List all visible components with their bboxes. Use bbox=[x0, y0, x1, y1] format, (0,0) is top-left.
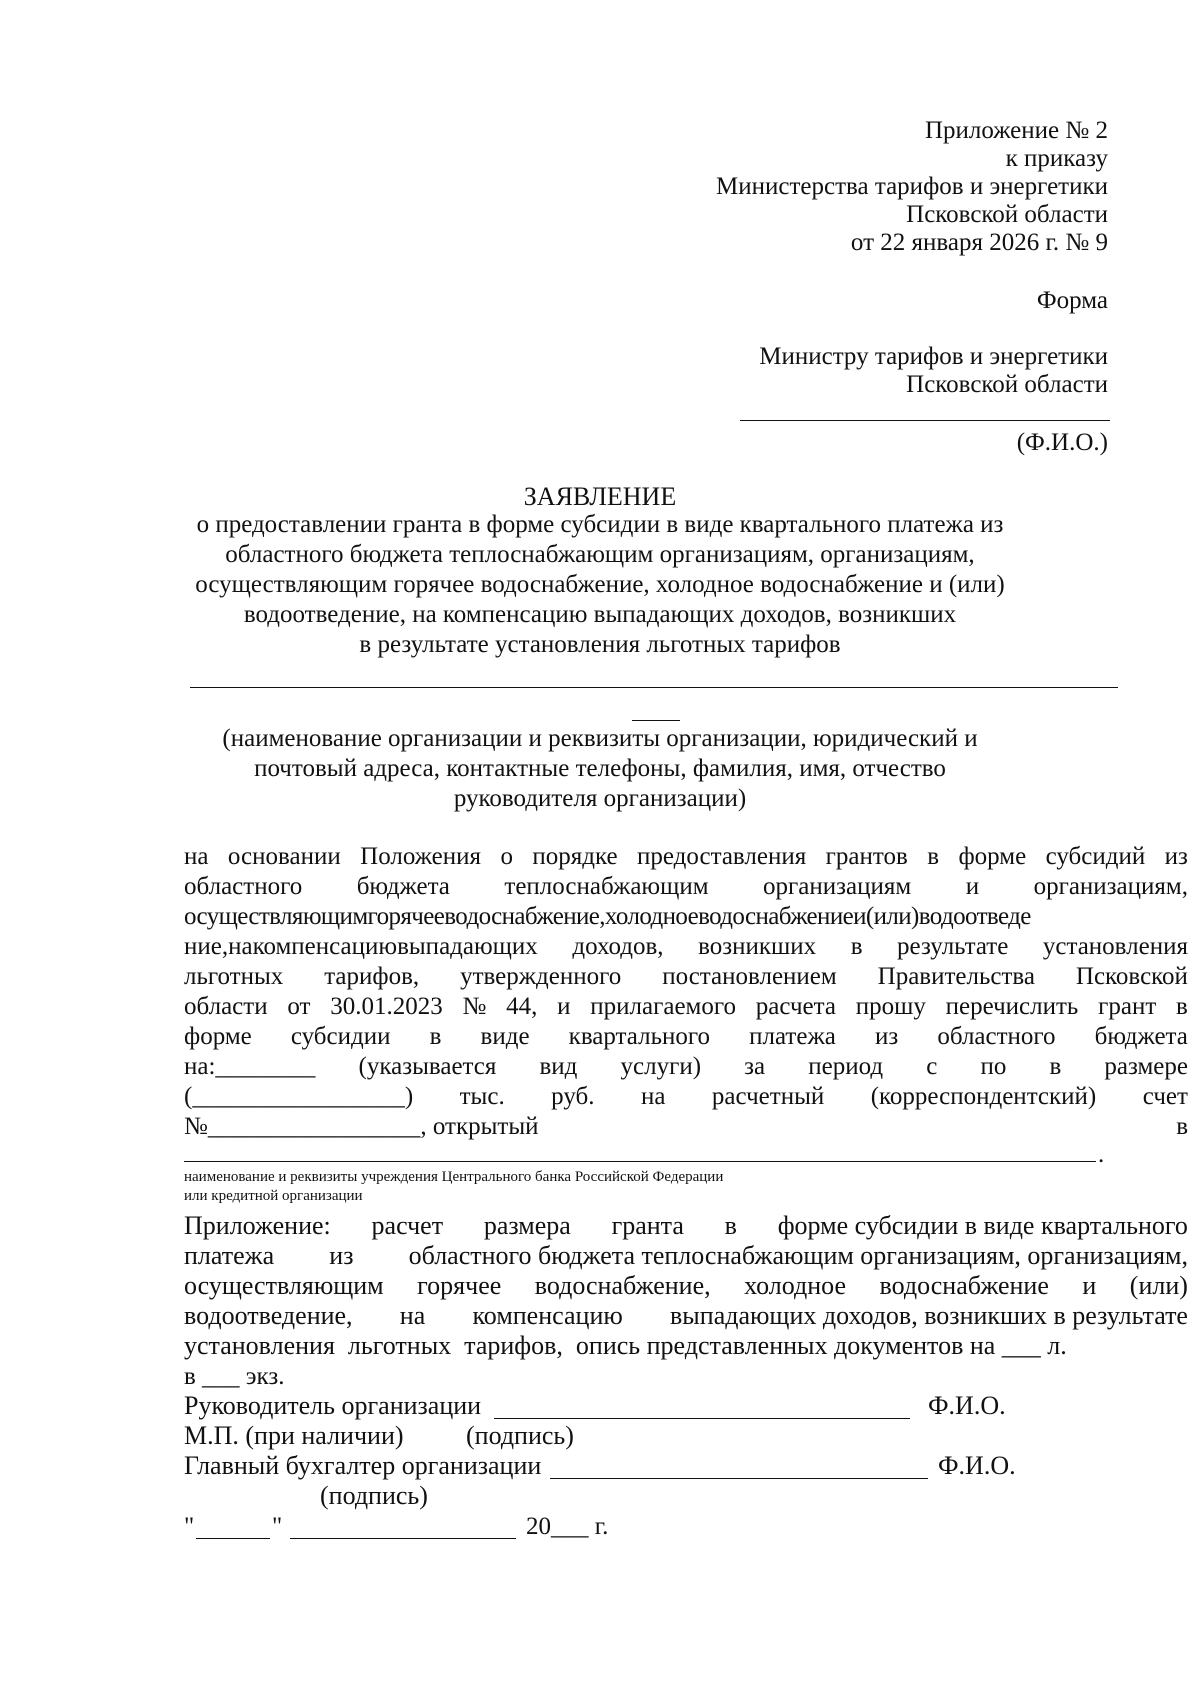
body-line: ние,накомпенсациювыпадающих доходов, возникших в результате установления bbox=[184, 933, 1188, 960]
caption-line: (наименование организации и реквизиты организации, юридический и bbox=[222, 725, 978, 752]
caption-line: или кредитной организации bbox=[184, 1188, 363, 1204]
signature-caption: (подпись) bbox=[320, 1481, 428, 1510]
title-line: областного бюджета теплоснабжающим организациям, организациям, bbox=[225, 541, 975, 568]
body-line: на основании Положения о порядке предоставления грантов в форме субсидий из bbox=[184, 843, 1188, 870]
date-day-line bbox=[196, 1538, 270, 1539]
body-line: областного бюджета теплоснабжающим организациям и организациям, bbox=[184, 873, 1188, 900]
head-label: Руководитель организации bbox=[184, 1391, 482, 1420]
date-quote-close: " bbox=[272, 1513, 283, 1540]
form-label: Форма bbox=[1036, 287, 1108, 314]
accountant-fio-label: Ф.И.О. bbox=[938, 1451, 1016, 1480]
head-fio-label: Ф.И.О. bbox=[928, 1391, 1006, 1420]
date-year: 20___ г. bbox=[526, 1513, 609, 1540]
date-month-line bbox=[290, 1538, 516, 1539]
body-line: №_________________, открытый в bbox=[184, 1113, 1188, 1140]
caption-line: руководителя организации) bbox=[453, 785, 747, 812]
body-line: форме субсидии в виде квартального платежа из областного бюджета bbox=[184, 1023, 1188, 1050]
header-line: к приказу bbox=[1005, 145, 1108, 172]
header-line: Псковской области bbox=[906, 201, 1108, 228]
body-line: на:________ (указывается вид услуги) за период с по в размере bbox=[184, 1053, 1188, 1080]
caption-line: наименование и реквизиты учреждения Центрального банка Российской Федерации bbox=[184, 1169, 724, 1185]
appendix-copies: в ___ экз. bbox=[184, 1363, 285, 1390]
bank-line-dot: . bbox=[1098, 1141, 1105, 1168]
organization-short-line bbox=[632, 720, 680, 721]
header-line: Приложение № 2 bbox=[924, 117, 1108, 144]
bank-name-line bbox=[184, 1161, 1096, 1162]
body-line: области от 30.01.2023 № 44, и прилагаемого расчета прошу перечислить грант в bbox=[184, 993, 1188, 1020]
appendix-line: осуществляющим горячее водоснабжение, холодное водоснабжение и (или) bbox=[184, 1271, 1188, 1300]
date-quote-open: " bbox=[184, 1513, 195, 1540]
addressee-line: Псковской области bbox=[906, 371, 1108, 398]
title-line: в результате установления льготных тарифов bbox=[359, 631, 841, 658]
head-signature-line bbox=[494, 1418, 910, 1419]
stamp-label: М.П. (при наличии) bbox=[184, 1421, 404, 1450]
addressee-fio-caption: (Ф.И.О.) bbox=[1016, 429, 1108, 456]
addressee-fio-line bbox=[740, 420, 1110, 421]
accountant-signature-line bbox=[550, 1478, 928, 1479]
appendix-line: Приложение: расчет размера гранта в форме субсидии в виде квартального bbox=[184, 1211, 1188, 1240]
appendix-line: установления льготных тарифов, опись представленных документов на ___ л. bbox=[184, 1331, 1067, 1360]
organization-name-line bbox=[190, 687, 1118, 688]
title-line: о предоставлении гранта в форме субсидии в виде квартального платежа из bbox=[196, 511, 1004, 538]
addressee-line: Министру тарифов и энергетики bbox=[759, 343, 1108, 370]
appendix-line: водоотведение, на компенсацию выпадающих доходов, возникших в результате bbox=[184, 1301, 1188, 1330]
title-line: водоотведение, на компенсацию выпадающих доходов, возникших bbox=[243, 601, 957, 628]
title-line: осуществляющим горячее водоснабжение, холодное водоснабжение и (или) bbox=[195, 571, 1005, 598]
header-line: Министерства тарифов и энергетики bbox=[716, 173, 1108, 200]
signature-caption: (подпись) bbox=[466, 1421, 574, 1450]
body-line: осуществляющимгорячееводоснабжение,холодноеводоснабжениеи(или)водоотведе bbox=[184, 903, 1031, 930]
header-line: от 22 января 2026 г. № 9 bbox=[850, 229, 1108, 256]
document-title: ЗАЯВЛЕНИЕ bbox=[523, 482, 677, 511]
accountant-label: Главный бухгалтер организации bbox=[184, 1451, 542, 1480]
body-line: льготных тарифов, утвержденного постановлением Правительства Псковской bbox=[184, 963, 1188, 990]
body-line: (_________________) тыс. руб. на расчетный (корреспондентский) счет bbox=[184, 1083, 1188, 1110]
caption-line: почтовый адреса, контактные телефоны, фамилия, имя, отчество bbox=[254, 755, 946, 782]
appendix-line: платежа из областного бюджета теплоснабжающим организациям, организациям, bbox=[184, 1241, 1188, 1270]
